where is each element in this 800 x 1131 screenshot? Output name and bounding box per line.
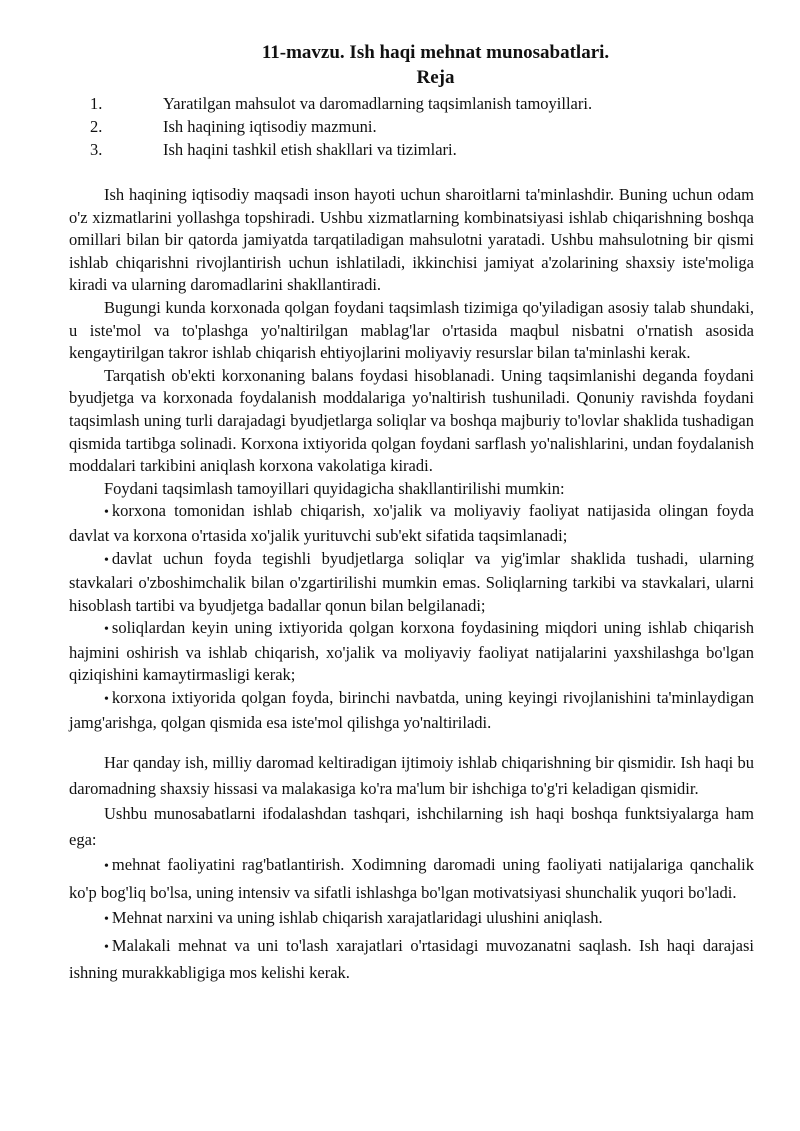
plan-item [69, 115, 754, 138]
paragraph-text: Har qanday ish, milliy daromad keltiradigan ijtimoiy ishlab chiqarishning bir qismidir. Ish haqi bu daromadning shaxsiy hissasi va malakasiga ko'ra ma'lum bir ishchiga to'g'ri keladigan qismidir. [69, 753, 754, 798]
plan-item-number: 1. [90, 94, 103, 113]
plan-item-number: 3. [90, 140, 103, 159]
bullet-text: davlat uchun foyda tegishli byudjetlarga soliqlar va yig'imlar shaklida tushadi, ularning stavkalari o'zboshimchalik bilan o'zgartirilishi mumkin emas. Soliqlarning tarkibi va stavkalari, ularni hisoblash tartibi va byudjetga badallar qonun bilan belgilanadi; [69, 548, 754, 615]
bullet-text: Mehnat narxini va uning ishlab chiqarish xarajatlaridagi ulushini aniqlash. [111, 908, 603, 928]
paragraph-text: Foydani taqsimlash tamoyillari quyidagicha shakllantirilishi mumkin: [104, 478, 565, 498]
paragraph [69, 365, 754, 478]
page-title: 11-mavzu. Ish haqi mehnat munosabatlari. [261, 42, 610, 63]
paragraph-text: Bugungi kunda korxonada qolgan foydani taqsimlash tizimiga qo'yiladigan asosiy talab shundaki, u iste'mol va to'plashga yo'naltirilgan mablag'lar o'rtasida maqbul nisbatni o'rnatish asosida kengaytirilgan takror ishlab chiqarish ehtiyojlarini moliyaviy resurslar bilan ta'minlashi kerak. [69, 297, 754, 363]
paragraph-text: Ushbu munosabatlarni ifodalashdan tashqari, ishchilarning ish haqi boshqa funktsiyalarga ham ega: [69, 804, 754, 849]
bullet-item [69, 687, 754, 734]
plan-list [69, 92, 754, 161]
section-income-distribution [69, 184, 754, 734]
bullet-text: korxona tomonidan ishlab chiqarish, xo'jalik va moliyaviy faoliyat natijasida olingan foyda davlat va korxona o'rtasida xo'jalik yurituvchi sub'ekt sifatida taqsimlanadi; [69, 501, 754, 545]
plan-item-text: Yaratilgan mahsulot va daromadlarning taqsimlanish tamoyillari. [163, 94, 593, 113]
section-wage-functions [69, 750, 754, 986]
plan-heading: Reja [416, 67, 455, 88]
bullet-icon: • [104, 939, 109, 955]
bullet-icon: • [104, 622, 109, 638]
bullet-text: korxona ixtiyorida qolgan foyda, birinchi navbatda, uning keyingi rivojlanishini ta'minlaydigan jamg'arishga, qolgan qismida esa iste'mol qilishga yo'naltiriladi. [69, 688, 754, 732]
bullet-icon: • [104, 859, 109, 875]
bullet-item [69, 500, 754, 547]
section-spacer [69, 734, 754, 750]
paragraph [69, 478, 754, 501]
bullet-item [69, 905, 754, 933]
bullet-text: mehnat faoliyatini rag'batlantirish. Xodimning daromadi uning faoliyati natijalariga qanchalik ko'p bog'liq bo'lsa, uning intensiv va sifatli ishlashga bo'lgan motivatsiyasi shunchalik yuqori bo'ladi. [69, 855, 754, 902]
paragraph-text: Tarqatish ob'ekti korxonaning balans foydasi hisoblanadi. Uning taqsimlanishi deganda foydani byudjetga va korxonada foydalanish moddalariga yo'naltirish tushuniladi. Qonuniy ravishda foydani taqsimlash uning turli darajadagi byudjetlarga soliqlar va boshqa majburiy to'lovlar shaklida tushadigan qismida tartibga solinadi. Korxona ixtiyorida qolgan foydani sarflash yo'nalishlarini, undan foydalanish moddalari tarkibini aniqlash korxona vakolatiga kiradi. [69, 365, 754, 476]
paragraph [69, 297, 754, 365]
plan-item [69, 138, 754, 161]
bullet-icon: • [104, 552, 109, 568]
plan-item-text: Ish haqining iqtisodiy mazmuni. [163, 117, 377, 136]
paragraph [69, 750, 754, 801]
bullet-icon: • [104, 505, 109, 521]
bullet-icon: • [104, 692, 109, 708]
bullet-item [69, 548, 754, 618]
paragraph-text: Ish haqining iqtisodiy maqsadi inson hayoti uchun sharoitlarni ta'minlashdir. Buning uchun odam o'z xizmatlarini yollashga topshiradi. Ushbu xizmatlarning kombinatsiyasi ishlab chiqarishning boshqa omillari bilan bir qatorda jamiyatda tarqatiladigan mahsulotni yaratadi. Ushbu mahsulotning bir qismi ishlab chiqarishni rivojlantirish uchun ishlatiladi, ikkinchisi jamiyat a'zolarining shaxsiy iste'moliga kiradi va ularning daromadlarini shakllantiradi. [69, 185, 754, 295]
bullet-icon: • [104, 912, 109, 928]
bullet-item [69, 933, 754, 986]
bullet-text: soliqlardan keyin uning ixtiyorida qolgan korxona foydasining miqdori uning ishlab chiqarish hajmini oshirish va ishlab chiqarish, xo'jalik va moliyaviy faoliyat natijalarini yaxshilashga bo'lgan qiziqishini kamaytirmasligi kerak; [69, 618, 754, 685]
plan-item [69, 92, 754, 115]
plan-item-text: Ish haqini tashkil etish shakllari va tizimlari. [163, 140, 457, 159]
bullet-item [69, 852, 754, 905]
bullet-item [69, 617, 754, 687]
document-page [69, 40, 754, 986]
plan-item-number: 2. [90, 117, 103, 136]
paragraph [69, 184, 754, 297]
bullet-text: Malakali mehnat va uni to'lash xarajatlari o'rtasidagi muvozanatni saqlash. Ish haqi darajasi ishning murakkabligiga mos kelishi kerak. [69, 935, 754, 983]
paragraph [69, 801, 754, 852]
